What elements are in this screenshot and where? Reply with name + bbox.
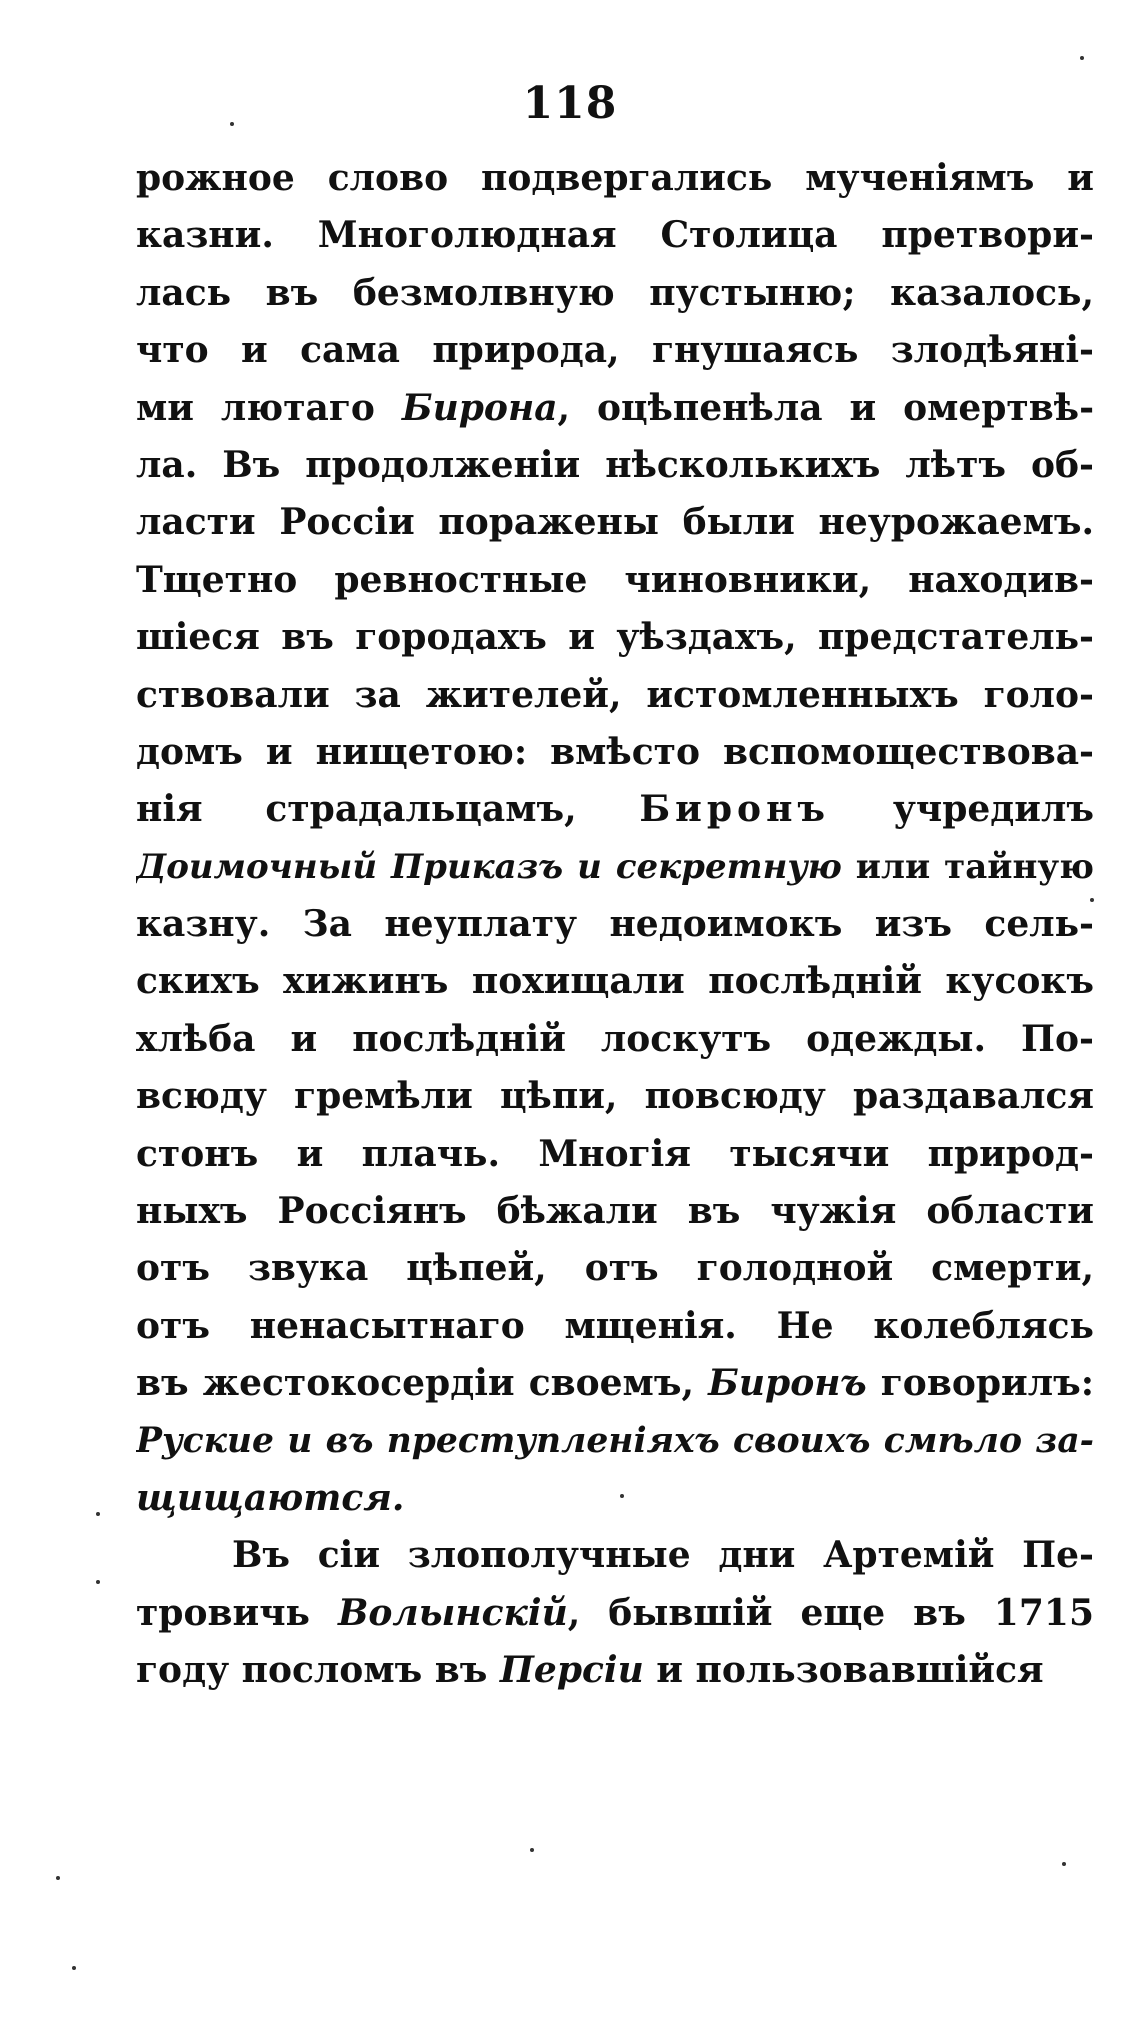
text-line [136,1183,1094,1240]
text-line [136,1068,1094,1125]
print-speck [72,1966,76,1970]
text-segment: домъ и нищетою: вмѣсто вспомоществова- [136,730,1094,773]
text-line [136,380,1094,437]
print-speck [56,1876,60,1880]
text-line [136,667,1094,724]
italic-text: Волынскій [337,1591,568,1634]
text-line [136,1585,1094,1642]
text-segment: всюду гремѣли цѣпи, повсюду раздавался [136,1075,1094,1118]
text-segment: шіеся въ городахъ и уѣздахъ, предстатель- [136,616,1094,659]
text-line [136,1470,1094,1527]
italic-text: Бирона [401,386,558,429]
text-segment: , бывшій еще въ 1715 [567,1591,1094,1634]
text-line [136,1011,1094,1068]
text-line [136,896,1094,953]
text-line [136,724,1094,781]
text-line [136,207,1094,264]
text-segment: ми лютаго [136,386,402,429]
text-segment: ствовали за жителей, истомленныхъ голо- [136,673,1094,716]
text-line [136,781,1094,838]
spaced-text: Биронъ [639,788,831,831]
print-speck [620,1494,624,1498]
italic-text: Биронъ [708,1362,867,1405]
text-segment: говорилъ: [866,1362,1094,1405]
text-line [136,1126,1094,1183]
text-line [136,1413,1094,1470]
text-segment: или тайную [841,846,1094,887]
text-line [136,839,1094,896]
print-speck [96,1512,100,1516]
text-line [136,1355,1094,1412]
text-segment: году посломъ въ [136,1649,500,1692]
text-segment: скихъ хижинъ похищали послѣдній кусокъ [136,960,1094,1003]
text-line [136,609,1094,666]
print-speck [230,122,234,126]
text-segment: въ жестокосердіи своемъ, [136,1362,709,1405]
print-speck [530,1848,534,1852]
text-segment: Тщетно ревностные чиновники, находив- [136,558,1094,601]
text-line [136,322,1094,379]
text-segment: Въ сіи злополучные дни Артемій Пе- [232,1534,1094,1577]
text-line [136,1642,1094,1699]
text-segment: и пользовавшійся [643,1649,1044,1692]
italic-text: щищаются. [136,1476,405,1519]
text-line [136,1298,1094,1355]
text-segment: стонъ и плачь. Многія тысячи природ- [136,1132,1094,1175]
text-segment: ласти Россіи поражены были неурожаемъ. [136,501,1094,544]
text-segment: казни. Многолюдная Столица претвори- [136,214,1094,257]
text-segment: ла. Въ продолженіи нѣсколькихъ лѣтъ об- [136,443,1094,486]
print-speck [1090,898,1094,902]
italic-text: Доимочный Приказъ и секретную [136,846,842,887]
text-segment: отъ звука цѣпей, отъ голодной смерти, [136,1247,1094,1290]
text-line [136,1527,1094,1584]
text-segment: ныхъ Россіянъ бѣжали въ чужія области [136,1190,1094,1233]
text-line [136,437,1094,494]
body-text [136,150,1094,1700]
text-segment: , оцѣпенѣла и омертвѣ- [557,386,1094,429]
text-line [136,552,1094,609]
italic-text: Персіи [499,1649,644,1692]
italic-text: Руские и въ преступленіяхъ своихъ смѣло за- [136,1420,1094,1461]
text-segment: что и сама природа, гнушаясь злодѣяні- [136,329,1094,372]
print-speck [1062,1862,1066,1866]
text-line [136,953,1094,1010]
print-speck [1080,56,1084,60]
text-line [136,265,1094,322]
text-segment: казну. За неуплату недоимокъ изъ сель- [136,903,1094,946]
text-segment: отъ ненасытнаго мщенія. Не колеблясь [136,1304,1094,1347]
text-segment: нія страдальцамъ, [136,788,640,831]
text-segment: хлѣба и послѣдній лоскутъ одежды. По- [136,1017,1094,1060]
page-number: 118 [522,78,618,129]
text-segment: тровичь [136,1591,338,1634]
text-segment: лась въ безмолвную пустыню; казалось, [136,271,1094,314]
text-segment: учредилъ [830,788,1094,831]
text-line [136,150,1094,207]
print-speck [96,1580,100,1584]
text-line [136,1240,1094,1297]
text-segment: рожное слово подвергались мученіямъ и [136,157,1094,199]
text-line [136,494,1094,551]
